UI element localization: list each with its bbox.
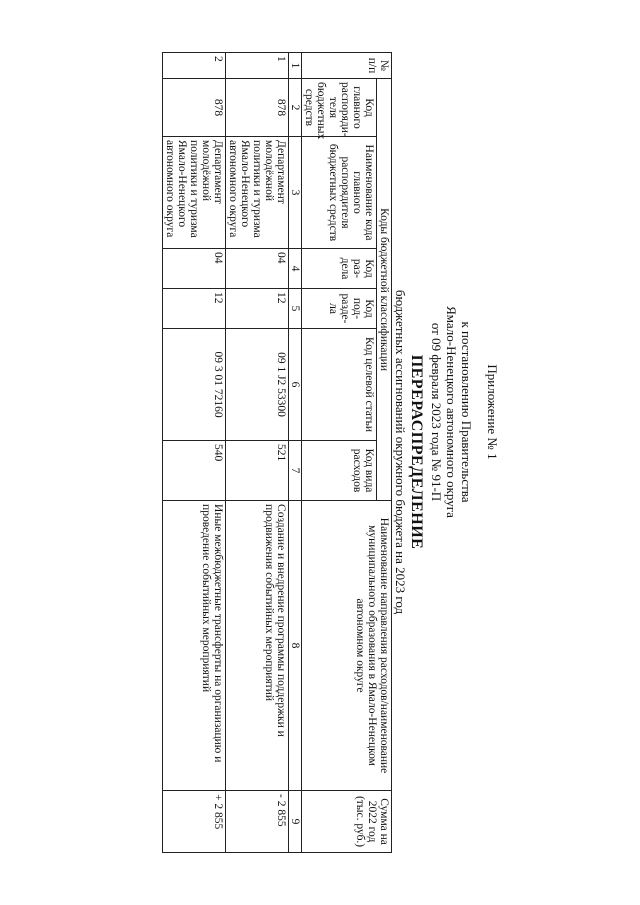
column-number: 4 <box>289 249 302 289</box>
header-target: Код целевой статьи <box>302 329 377 441</box>
row-amount: - 2 855 <box>226 791 289 853</box>
column-number: 6 <box>289 329 302 441</box>
table-row <box>163 53 226 853</box>
column-numbers-row <box>289 53 302 853</box>
row-subsection: 12 <box>226 289 289 329</box>
document-subtitle: бюджетных ассигнований окружного бюджета на 2023 год <box>393 289 408 615</box>
column-number: 3 <box>289 137 302 249</box>
resolution-line-1: к постановлению Правительства <box>459 321 474 503</box>
column-number: 9 <box>289 791 302 853</box>
document-title: ПЕРЕРАСПРЕДЕЛЕНИЕ <box>408 354 425 550</box>
row-grbs-code: 878 <box>163 79 226 137</box>
column-number: 8 <box>289 501 302 791</box>
row-expense-type: 540 <box>163 441 226 501</box>
header-amount: Сумма на 2022 год (тыс. руб.) <box>302 791 392 853</box>
row-target: 09 3 01 72160 <box>163 329 226 441</box>
header-grbs-name: Наименование кода главного распорядителя бюджетных средств <box>302 137 377 249</box>
header-row-1 <box>377 53 392 853</box>
header-expense-type: Код вида расходов <box>302 441 377 501</box>
header-codes-group: Коды бюджетной классификации <box>377 79 392 501</box>
appendix-label <box>485 162 500 662</box>
row-subsection: 12 <box>163 289 226 329</box>
column-number: 2 <box>289 79 302 137</box>
header-subsection: Код под-разде-ла <box>302 289 377 329</box>
appendix-text: Приложение № 1 <box>485 364 500 460</box>
column-number: 5 <box>289 289 302 329</box>
row-grbs-name: Департамент молодёжной политики и туризма Ямало-Ненецкого автономного округа <box>226 137 289 249</box>
row-grbs-code: 878 <box>226 79 289 137</box>
table-row <box>226 53 289 853</box>
row-num: 1 <box>226 53 289 79</box>
resolution-line-3: от 09 февраля 2023 года № 91-П <box>429 322 444 502</box>
resolution-reference <box>429 162 474 662</box>
header-purpose: Наименование направления расходов/наименование муниципального образования в Ямало-Ненецком автономном округе <box>302 501 392 791</box>
column-number: 7 <box>289 441 302 501</box>
row-section: 04 <box>163 249 226 289</box>
header-section: Код раз-дела <box>302 249 377 289</box>
row-purpose: Создание и внедрение программы поддержки и продвижения событийных мероприятий <box>226 501 289 791</box>
row-target: 09 1 J2 53300 <box>226 329 289 441</box>
row-num: 2 <box>163 53 226 79</box>
rotated-page-content <box>164 52 500 852</box>
header-grbs-code: Код главного распоряди-теля бюджетных средств <box>302 79 377 137</box>
header-num: № п/п <box>302 53 392 79</box>
row-section: 04 <box>226 249 289 289</box>
row-purpose: Иные межбюджетные трансферты на организацию и проведение событийных мероприятий <box>163 501 226 791</box>
row-grbs-name: Департамент молодёжной политики и туризма Ямало-Ненецкого автономного округа <box>163 137 226 249</box>
redistribution-table <box>162 52 392 853</box>
row-expense-type: 521 <box>226 441 289 501</box>
column-number: 1 <box>289 53 302 79</box>
row-amount: + 2 855 <box>163 791 226 853</box>
resolution-line-2: Ямало-Ненецкого автономного округа <box>444 306 459 518</box>
